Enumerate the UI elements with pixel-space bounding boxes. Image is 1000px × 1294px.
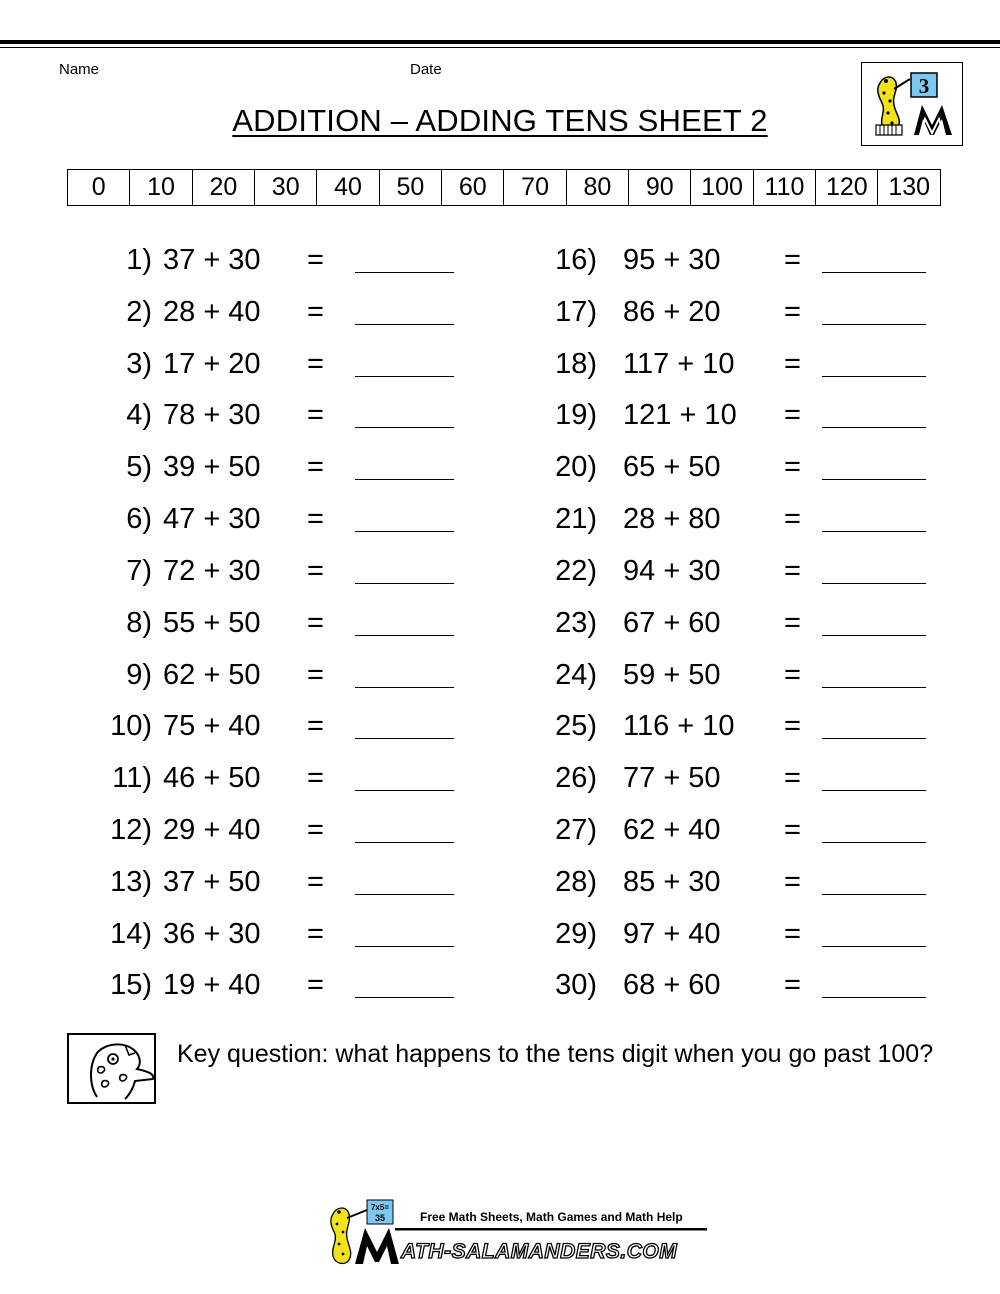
number-line-cell: 80: [566, 170, 628, 206]
answer-blank[interactable]: [822, 997, 926, 998]
number-line-cell: 10: [130, 170, 192, 206]
answer-blank[interactable]: [355, 324, 454, 325]
problem-number: 12): [110, 814, 152, 846]
answer-blank[interactable]: [355, 479, 454, 480]
problem-expression: 67 + 60: [623, 607, 721, 639]
problem-number: 30): [555, 969, 597, 1001]
number-line-cell: 60: [442, 170, 504, 206]
problem-number: 25): [555, 710, 597, 742]
problem-number: 5): [126, 451, 152, 483]
equals-sign: =: [784, 710, 801, 742]
answer-blank[interactable]: [355, 427, 454, 428]
page-title: [0, 103, 1000, 139]
answer-blank[interactable]: [822, 635, 926, 636]
equals-sign: =: [784, 244, 801, 276]
number-line-cell: 110: [753, 170, 815, 206]
problem-expression: 28 + 40: [163, 296, 261, 328]
answer-blank[interactable]: [822, 687, 926, 688]
problem-number: 24): [555, 659, 597, 691]
problem-expression: 29 + 40: [163, 814, 261, 846]
answer-blank[interactable]: [355, 997, 454, 998]
number-line-row: [68, 170, 941, 206]
answer-blank[interactable]: [822, 272, 926, 273]
problem-number: 19): [555, 399, 597, 431]
equals-sign: =: [307, 762, 324, 794]
answer-blank[interactable]: [822, 531, 926, 532]
equals-sign: =: [307, 866, 324, 898]
problem-expression: 39 + 50: [163, 451, 261, 483]
problem-number: 6): [126, 503, 152, 535]
answer-blank[interactable]: [355, 738, 454, 739]
equals-sign: =: [784, 918, 801, 950]
problem-number: 27): [555, 814, 597, 846]
problem-expression: 68 + 60: [623, 969, 721, 1001]
number-line: [67, 169, 941, 206]
number-line-cell: 0: [68, 170, 130, 206]
problem-number: 18): [555, 348, 597, 380]
equals-sign: =: [307, 503, 324, 535]
answer-blank[interactable]: [355, 842, 454, 843]
equals-sign: =: [784, 451, 801, 483]
top-rule: [0, 40, 1000, 44]
problem-number: 26): [555, 762, 597, 794]
answer-blank[interactable]: [822, 842, 926, 843]
problem-expression: 121 + 10: [623, 399, 737, 431]
problem-expression: 59 + 50: [623, 659, 721, 691]
problem-number: 11): [112, 762, 152, 794]
problem-expression: 94 + 30: [623, 555, 721, 587]
problem-expression: 19 + 40: [163, 969, 261, 1001]
problem-number: 15): [110, 969, 152, 1001]
equals-sign: =: [307, 348, 324, 380]
problem-number: 14): [110, 918, 152, 950]
problem-expression: 78 + 30: [163, 399, 261, 431]
answer-blank[interactable]: [355, 687, 454, 688]
equals-sign: =: [307, 659, 324, 691]
answer-blank[interactable]: [355, 790, 454, 791]
equals-sign: =: [307, 710, 324, 742]
date-label: Date: [410, 61, 442, 78]
answer-blank[interactable]: [822, 738, 926, 739]
equals-sign: =: [307, 814, 324, 846]
equals-sign: =: [307, 607, 324, 639]
answer-blank[interactable]: [355, 531, 454, 532]
problem-number: 23): [555, 607, 597, 639]
problem-expression: 46 + 50: [163, 762, 261, 794]
answer-blank[interactable]: [355, 946, 454, 947]
equals-sign: =: [784, 659, 801, 691]
problem-number: 22): [555, 555, 597, 587]
equals-sign: =: [784, 503, 801, 535]
equals-sign: =: [784, 607, 801, 639]
equals-sign: =: [307, 244, 324, 276]
footer-tagline: Free Math Sheets, Math Games and Math Help: [420, 1210, 683, 1224]
problem-expression: 47 + 30: [163, 503, 261, 535]
equals-sign: =: [307, 969, 324, 1001]
problem-expression: 117 + 10: [623, 348, 735, 380]
number-line-cell: 50: [379, 170, 441, 206]
problem-expression: 36 + 30: [163, 918, 261, 950]
problem-expression: 37 + 50: [163, 866, 261, 898]
equals-sign: =: [784, 399, 801, 431]
problem-number: 21): [555, 503, 597, 535]
problem-expression: 55 + 50: [163, 607, 261, 639]
number-line-cell: 70: [504, 170, 566, 206]
equals-sign: =: [307, 555, 324, 587]
equals-sign: =: [307, 399, 324, 431]
equals-sign: =: [307, 451, 324, 483]
problem-expression: 62 + 40: [623, 814, 721, 846]
equals-sign: =: [784, 866, 801, 898]
equals-sign: =: [784, 762, 801, 794]
answer-blank[interactable]: [355, 635, 454, 636]
number-line-cell: 30: [255, 170, 317, 206]
footer-badge-top: 7x5=: [370, 1203, 390, 1212]
equals-sign: =: [784, 348, 801, 380]
answer-blank[interactable]: [355, 894, 454, 895]
problem-number: 8): [126, 607, 152, 639]
problem-expression: 37 + 30: [163, 244, 261, 276]
answer-blank[interactable]: [822, 427, 926, 428]
title-text: ADDITION – ADDING TENS SHEET 2: [232, 103, 768, 138]
answer-blank[interactable]: [355, 376, 454, 377]
footer-logo: [325, 1198, 710, 1268]
problem-expression: 95 + 30: [623, 244, 721, 276]
name-label: Name: [59, 61, 100, 78]
answer-blank[interactable]: [822, 324, 926, 325]
problem-number: 7): [126, 555, 152, 587]
math-salamanders-logo: [325, 1198, 710, 1268]
problem-expression: 86 + 20: [623, 296, 721, 328]
answer-blank[interactable]: [822, 946, 926, 947]
answer-blank[interactable]: [822, 479, 926, 480]
key-question-text: Key question: what happens to the tens digit when you go past 100?: [177, 1040, 934, 1068]
equals-sign: =: [307, 296, 324, 328]
problem-number: 28): [555, 866, 597, 898]
equals-sign: =: [784, 555, 801, 587]
problem-expression: 72 + 30: [163, 555, 261, 587]
top-rule-thin: [0, 47, 1000, 48]
problem-number: 29): [555, 918, 597, 950]
problem-expression: 28 + 80: [623, 503, 721, 535]
number-line-cell: 100: [691, 170, 753, 206]
problem-number: 4): [126, 399, 152, 431]
number-line-cell: 40: [317, 170, 379, 206]
problem-number: 13): [110, 866, 152, 898]
equals-sign: =: [784, 969, 801, 1001]
problem-number: 17): [555, 296, 597, 328]
problem-expression: 62 + 50: [163, 659, 261, 691]
problem-expression: 77 + 50: [623, 762, 721, 794]
number-line-cell: 20: [192, 170, 254, 206]
problem-expression: 65 + 50: [623, 451, 721, 483]
number-line-cell: 90: [629, 170, 691, 206]
number-line-cell: 130: [878, 170, 941, 206]
equals-sign: =: [307, 918, 324, 950]
footer-site-name: ATH-SALAMANDERS.COM: [401, 1240, 678, 1263]
salamander-head-icon: [69, 1035, 154, 1102]
answer-blank[interactable]: [822, 790, 926, 791]
footer-badge-bottom: 35: [374, 1213, 386, 1223]
answer-blank[interactable]: [355, 583, 454, 584]
problem-expression: 97 + 40: [623, 918, 721, 950]
problem-number: 20): [555, 451, 597, 483]
salamander-grade-icon: [862, 63, 962, 145]
problem-expression: 85 + 30: [623, 866, 721, 898]
answer-blank[interactable]: [822, 376, 926, 377]
problem-number: 1): [126, 244, 152, 276]
answer-blank[interactable]: [822, 583, 926, 584]
problem-number: 10): [110, 710, 152, 742]
equals-sign: =: [784, 814, 801, 846]
number-line-cell: 120: [816, 170, 878, 206]
key-question-icon: [67, 1033, 156, 1104]
problem-number: 2): [126, 296, 152, 328]
problem-number: 3): [126, 348, 152, 380]
problem-expression: 116 + 10: [623, 710, 735, 742]
problem-number: 9): [126, 659, 152, 691]
grade-number: 3: [918, 74, 930, 98]
answer-blank[interactable]: [355, 272, 454, 273]
answer-blank[interactable]: [822, 894, 926, 895]
problem-expression: 75 + 40: [163, 710, 261, 742]
problem-number: 16): [555, 244, 597, 276]
equals-sign: =: [784, 296, 801, 328]
problem-expression: 17 + 20: [163, 348, 261, 380]
grade-logo: [861, 62, 963, 146]
